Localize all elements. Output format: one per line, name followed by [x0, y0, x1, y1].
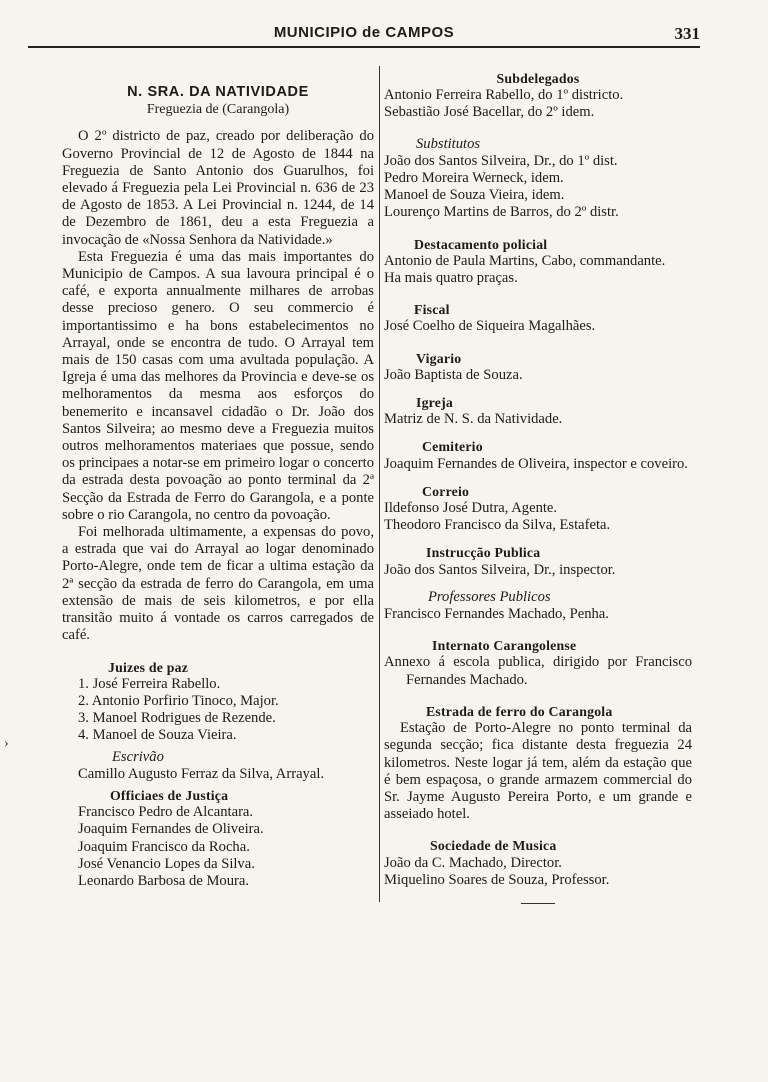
escrivao-name: Camillo Augusto Ferraz da Silva, Arrayal.: [78, 765, 325, 782]
column-divider: [379, 66, 380, 902]
internato-heading: Internato Carangolense: [432, 638, 577, 654]
list-item: Antonio de Paula Martins, Cabo, commandante.: [384, 252, 666, 269]
correio-heading: Correio: [422, 483, 470, 499]
page-number: 331: [674, 24, 700, 43]
list-item: 3. Manoel Rodrigues de Rezende.: [78, 710, 276, 727]
escrivao-heading: Escrivão: [112, 748, 164, 765]
page-header: [28, 24, 700, 46]
list-item: Miquelino Soares de Souza, Professor.: [384, 871, 610, 888]
list-item: Sebastião José Bacellar, do 2º idem.: [384, 104, 595, 121]
margin-mark-icon: ›: [4, 736, 9, 751]
cemiterio-heading: Cemiterio: [422, 439, 483, 455]
professores-name: Francisco Fernandes Machado, Penha.: [384, 606, 609, 623]
igreja-name: Matriz de N. S. da Natividade.: [384, 411, 563, 428]
list-item: Pedro Moreira Werneck, idem.: [384, 170, 564, 187]
substitutos-heading: Substitutos: [416, 135, 481, 152]
header-rule: [28, 46, 700, 48]
cemiterio-name: Joaquim Fernandes de Oliveira, inspector e coveiro.: [384, 455, 688, 472]
list-item: Manoel de Souza Vieira, idem.: [384, 187, 565, 204]
fiscal-heading: Fiscal: [414, 302, 450, 318]
paragraph-history: O 2º districto de paz, creado por deliberação do Governo Provincial de 12 de Agosto de 1844 na Freguezia de Santo Antonio dos Guarulhos, foi elevado á Freguezia pela Lei Provincial n. 636 de 23 de Agosto de 1853. A Lei Provincial n. 1244, de 14 de Dezembro de 1861, deu a esta Freguezia a invocação de «Nossa Senhora da Natividade.»: [62, 128, 374, 248]
list-item: Antonio Ferreira Rabello, do 1º districto.: [384, 87, 624, 104]
instruccao-heading: Instrucção Publica: [426, 545, 541, 561]
list-item: Lourenço Martins de Barros, do 2º distr.: [384, 204, 619, 221]
list-item: Ha mais quatro praças.: [384, 270, 518, 287]
officiaes-heading: Officiaes de Justiça: [110, 787, 229, 803]
left-column: [62, 70, 374, 890]
paragraph-description: Esta Freguezia é uma das mais importantes do Municipio de Campos. A sua lavoura principal é o café, e exporta annualmente milhares de arrobas desse precioso genero. O seu commercio é importantissimo e ha bons estabelecimentos no Arrayal, onde se encontra de tudo. O Arrayal tem mais de 150 casas com uma avultada população. A Igreja é uma das melhores da Provincia e deve-se os melhoramentos da mesma aos esforços do benemerito e incansavel cidadão o Dr. João dos Santos Silveira; ao mesmo deve a Freguezia muitos outros melhoramentos materiaes que possue, sendo os principaes a notar-se em primeiro logar o concerto da estrada desta povoação ao ponto terminal da 2ª Secção da Estrada de Ferro do Garangola, e a ponte sobre o rio Carangola, no centro da povoação.: [62, 248, 374, 523]
instruccao-name: João dos Santos Silveira, Dr., inspector.: [384, 561, 616, 578]
internato-text: Annexo á escola publica, dirigido por Francisco Fernandes Machado.: [384, 654, 692, 688]
list-item: Joaquim Francisco da Rocha.: [78, 838, 250, 855]
list-item: João dos Santos Silveira, Dr., do 1º dist.: [384, 152, 618, 169]
list-item: 4. Manoel de Souza Vieira.: [78, 727, 237, 744]
list-item: João da C. Machado, Director.: [384, 854, 562, 871]
destacamento-heading: Destacamento policial: [414, 236, 548, 252]
list-item: Joaquim Fernandes de Oliveira.: [78, 821, 264, 838]
paragraph-road: Foi melhorada ultimamente, a expensas do povo, a estrada que vai do Arrayal ao logar denominado Porto-Alegre, onde tem de ficar a ultima estação da 2ª secção da estrada de ferro do Carangola, em uma extensão de mais de seis kilometros, e por ella transitão muito á vontade os carros carregados de café.: [62, 524, 374, 644]
vigario-name: João Baptista de Souza.: [384, 366, 523, 383]
end-rule: [521, 903, 555, 904]
list-item: Theodoro Francisco da Silva, Estafeta.: [384, 517, 611, 534]
list-item: Francisco Pedro de Alcantara.: [78, 804, 254, 821]
list-item: José Venancio Lopes da Silva.: [78, 855, 255, 872]
list-item: 1. José Ferreira Rabello.: [78, 675, 221, 692]
section-heading: N. SRA. DA NATIVIDADE: [127, 84, 309, 100]
estrada-text: Estação de Porto-Alegre no ponto terminal da segunda secção; fica distante desta freguezia 24 kilometros. Neste logar já tem, além da estação que é bem espaçosa, o grande armazem commercial do Sr. Jayme Augusto Pereira Porto, e um grande e asseiado hotel.: [384, 720, 692, 823]
list-item: Ildefonso José Dutra, Agente.: [384, 500, 558, 517]
igreja-heading: Igreja: [416, 395, 453, 411]
subdelegados-heading: Subdelegados: [496, 71, 580, 86]
sociedade-heading: Sociedade de Musica: [430, 838, 557, 854]
estrada-heading: Estrada de ferro do Carangola: [426, 703, 613, 719]
juizes-heading: Juizes de paz: [108, 659, 189, 675]
professores-heading: Professores Publicos: [428, 588, 551, 605]
right-column: [384, 70, 692, 904]
list-item: 2. Antonio Porfirio Tinoco, Major.: [78, 692, 279, 709]
vigario-heading: Vigario: [416, 350, 462, 366]
section-subheading: Freguezia de (Carangola): [146, 102, 290, 118]
fiscal-name: José Coelho de Siqueira Magalhães.: [384, 318, 596, 335]
running-title: MUNICIPIO de CAMPOS: [273, 24, 455, 41]
list-item: Leonardo Barbosa de Moura.: [78, 872, 250, 889]
